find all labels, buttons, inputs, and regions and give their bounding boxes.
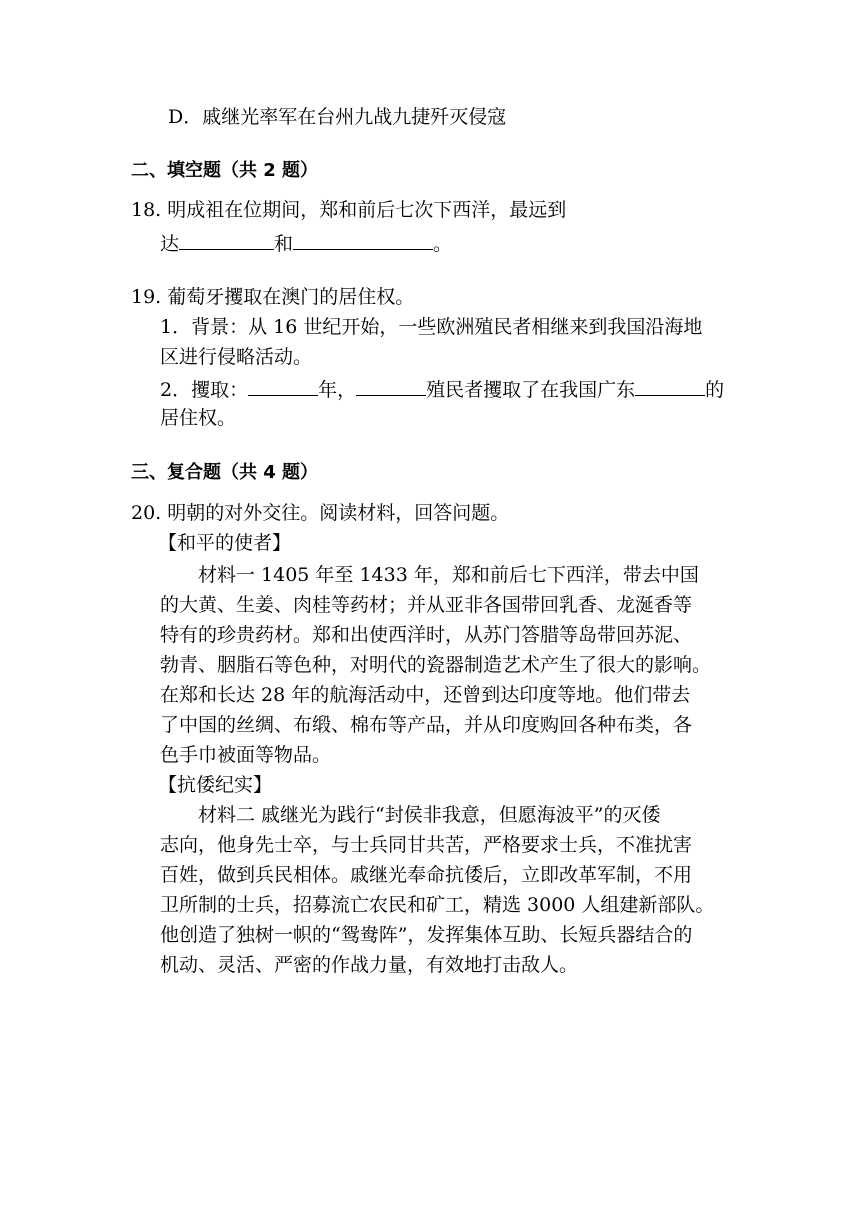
material-1-line-5: 在郑和长达 28 年的航海活动中，还曾到达印度等地。他们带去 xyxy=(160,684,691,706)
question-19-text-de: 的 xyxy=(705,379,725,401)
question-20-stem: 20. 明朝的对外交往。阅读材料，回答问题。 xyxy=(131,502,510,524)
question-18-line-1: 18. 明成祖在位期间，郑和前后七次下西洋，最远到 xyxy=(131,199,567,221)
answer-blank-year[interactable] xyxy=(248,375,318,396)
question-18-text-c: 。 xyxy=(433,233,453,255)
question-19-text-colonists: 殖民者攫取了在我国广东 xyxy=(426,379,636,401)
material-1-line-4: 勃青、胭脂石等色种，对明代的瓷器制造艺术产生了很大的影响。 xyxy=(160,654,712,676)
question-19-background-text: 1．背景：从 16 世纪开始，一些欧洲殖民者相继来到我国沿海地 xyxy=(160,316,703,338)
question-19-text-year: 年， xyxy=(318,379,357,401)
material-1-line-3: 特有的珍贵药材。郑和出使西洋时，从苏门答腊等岛带回苏泥、 xyxy=(160,624,693,646)
material-1-line-1: 材料一 1405 年至 1433 年，郑和前后七下西洋，带去中国 xyxy=(198,564,699,586)
question-19-stem: 19. 葡萄牙攫取在澳门的居住权。 xyxy=(131,286,415,308)
material-2-heading: 【抗倭纪实】 xyxy=(158,774,273,796)
section-2-title: 二、填空题（共 2 题） xyxy=(131,160,319,181)
answer-blank-place[interactable] xyxy=(635,375,705,396)
material-2-line-1: 材料二 戚继光为践行“封侯非我意，但愿海波平”的灭倭 xyxy=(198,804,661,826)
material-2-line-3: 百姓，做到兵民相体。戚继光奉命抗倭后，立即改革军制，不用 xyxy=(160,864,693,886)
answer-blank-country[interactable] xyxy=(356,375,426,396)
question-18-line-2 xyxy=(160,229,452,255)
material-1-line-2: 的大黄、生姜、肉桂等药材；并从亚非各国带回乳香、龙涎香等 xyxy=(160,594,693,616)
material-2-line-2: 志向，他身先士卒，与士兵同甘共苦，严格要求士兵，不准扰害 xyxy=(160,834,693,856)
answer-blank-1[interactable] xyxy=(179,229,274,250)
material-1-line-7: 色手巾被面等物品。 xyxy=(160,744,332,766)
answer-blank-2[interactable] xyxy=(293,229,433,250)
material-2-line-6: 机动、灵活、严密的作战力量，有效地打击敌人。 xyxy=(160,954,579,976)
question-19-acquire-label: 2．攫取： xyxy=(160,379,249,401)
question-18-text-a: 达 xyxy=(160,233,180,255)
question-18-text-b: 和 xyxy=(274,233,294,255)
option-d: D．戚继光率军在台州九战九捷歼灭侵寇 xyxy=(168,106,507,128)
question-19-background-line-2: 区进行侵略活动。 xyxy=(160,346,313,368)
material-2-line-5: 他创造了独树一帜的“鸳鸯阵”，发挥集体互助、长短兵器结合的 xyxy=(160,924,693,946)
section-3-title: 三、复合题（共 4 题） xyxy=(131,462,319,483)
question-19-background-line-1 xyxy=(160,314,730,340)
question-19-acquire-line-2: 居住权。 xyxy=(160,407,237,429)
material-1-heading: 【和平的使者】 xyxy=(158,532,292,554)
material-2-line-4: 卫所制的士兵，招募流亡农民和矿工，精选 3000 人组建新部队。 xyxy=(160,894,715,916)
question-19-acquire-line-1 xyxy=(160,375,724,401)
material-1-line-6: 了中国的丝绸、布缎、棉布等产品，并从印度购回各种布类，各 xyxy=(160,714,693,736)
